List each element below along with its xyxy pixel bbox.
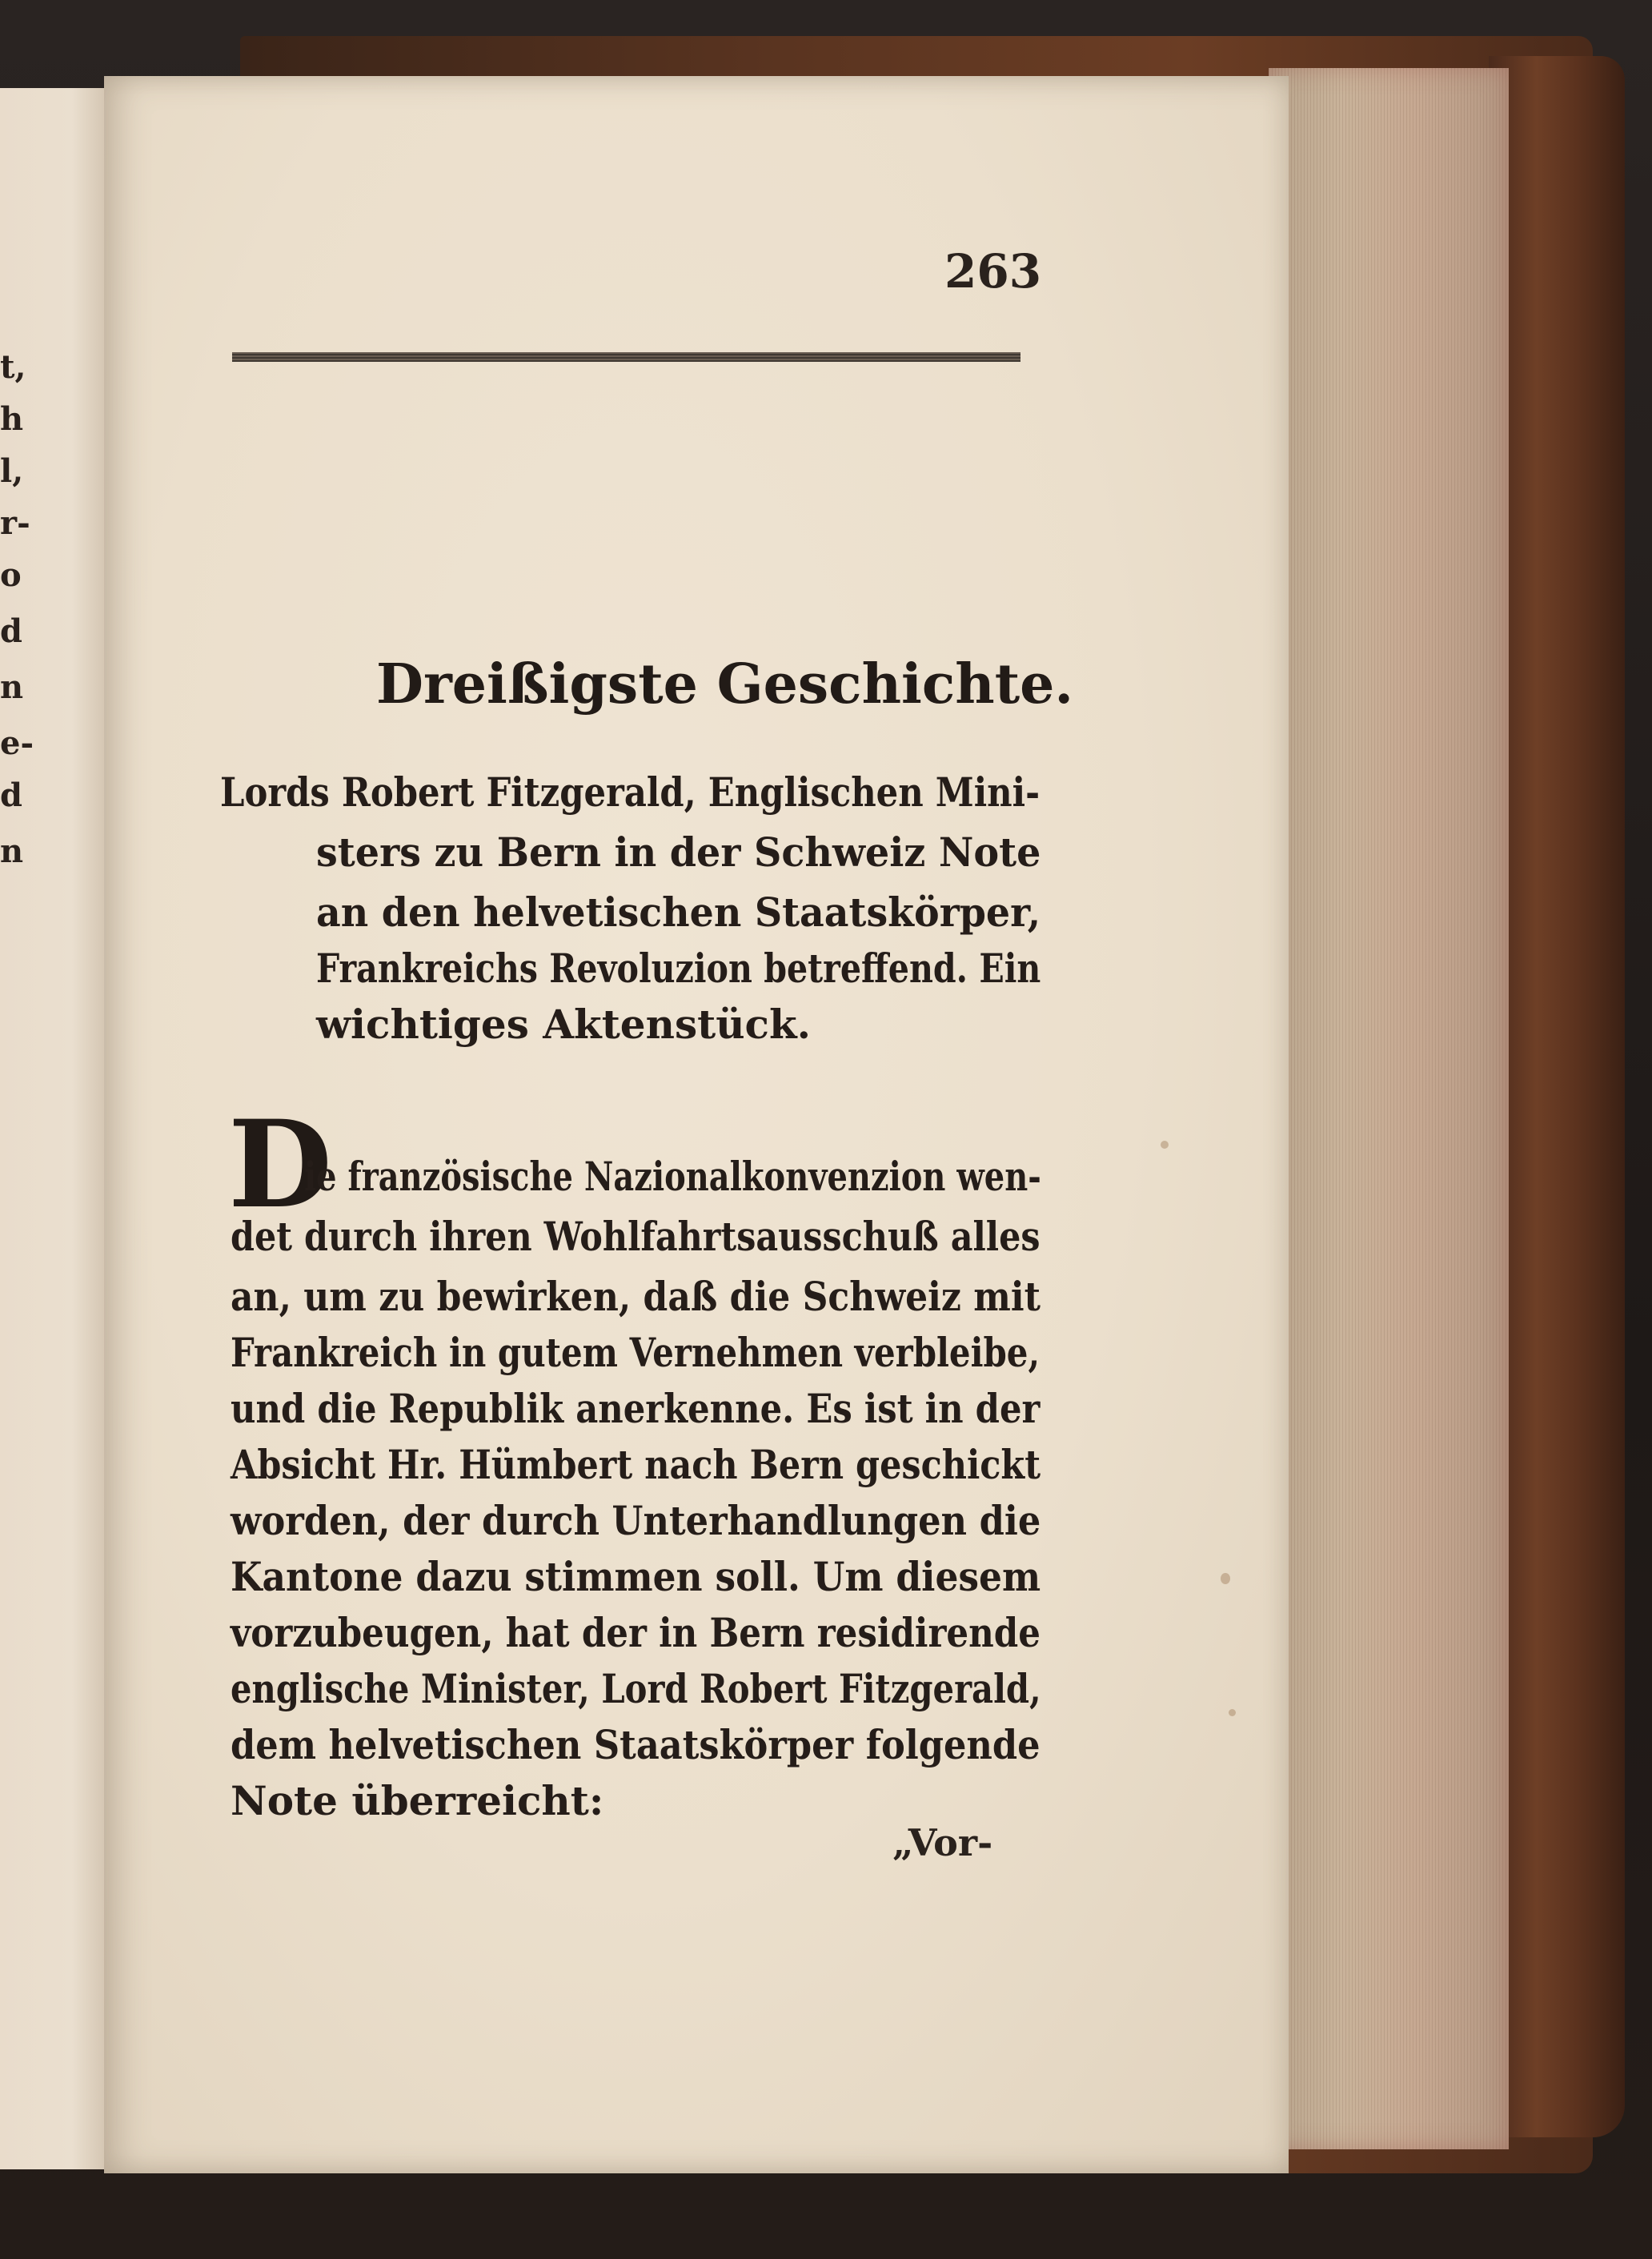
foxing-spot bbox=[1229, 1709, 1236, 1716]
summary-line: Lords Robert Fitzgerald, Englischen Mini- bbox=[220, 768, 1041, 816]
body-line: englische Minister, Lord Robert Fitzgerald, bbox=[231, 1665, 1041, 1712]
foxing-spot bbox=[1221, 1573, 1230, 1584]
body-line: Note überreicht: bbox=[231, 1777, 604, 1824]
left-page bbox=[0, 88, 120, 2169]
summary-line: wichtiges Aktenstück. bbox=[316, 1001, 812, 1048]
drop-cap: D bbox=[228, 1094, 333, 1235]
body-line: vorzubeugen, hat der in Bern residirende bbox=[231, 1609, 1041, 1656]
body-line: Absicht Hr. Hümbert nach Bern geschickt bbox=[231, 1441, 1041, 1488]
left-page-fragment: r- bbox=[0, 504, 30, 542]
summary-line: Frankreichs Revoluzion betreffend. Ein bbox=[316, 945, 1041, 992]
catchword: „Vor- bbox=[892, 1821, 993, 1864]
summary-line: an den helvetischen Staatskörper, bbox=[316, 889, 1041, 936]
left-page-fragment: o bbox=[0, 556, 22, 594]
header-rule bbox=[232, 352, 1020, 362]
left-page-fragment: d bbox=[0, 612, 22, 650]
page-number: 263 bbox=[944, 244, 1042, 299]
body-line: ie französische Nazionalkonvenzion wen- bbox=[304, 1153, 1041, 1200]
body-line: worden, der durch Unterhandlungen die bbox=[231, 1497, 1041, 1544]
left-page-fragment: h bbox=[0, 400, 24, 438]
foxing-spot bbox=[1161, 1141, 1169, 1149]
body-line: und die Republik anerkenne. Es ist in der bbox=[231, 1385, 1041, 1432]
summary-line: sters zu Bern in der Schweiz Note bbox=[316, 829, 1041, 876]
body-line: Kantone dazu stimmen soll. Um diesem bbox=[231, 1553, 1041, 1600]
body-line: an, um zu bewirken, daß die Schweiz mit bbox=[231, 1273, 1041, 1320]
left-page-fragment: n bbox=[0, 833, 24, 870]
body-line: Frankreich in gutem Vernehmen verbleibe, bbox=[231, 1329, 1041, 1376]
body-line: dem helvetischen Staatskörper folgende bbox=[231, 1721, 1041, 1768]
left-page-fragment: d bbox=[0, 776, 22, 814]
left-page-fragment: e- bbox=[0, 724, 34, 762]
left-page-fragment: n bbox=[0, 668, 24, 706]
left-page-fragment: t, bbox=[0, 348, 26, 386]
body-line: det durch ihren Wohlfahrtsausschuß alles bbox=[231, 1213, 1041, 1260]
book-cover-edge bbox=[1489, 56, 1625, 2137]
chapter-heading: Dreißigste Geschichte. bbox=[376, 652, 1074, 716]
page-block-edges bbox=[1269, 68, 1509, 2149]
left-page-fragment: l, bbox=[0, 452, 24, 490]
